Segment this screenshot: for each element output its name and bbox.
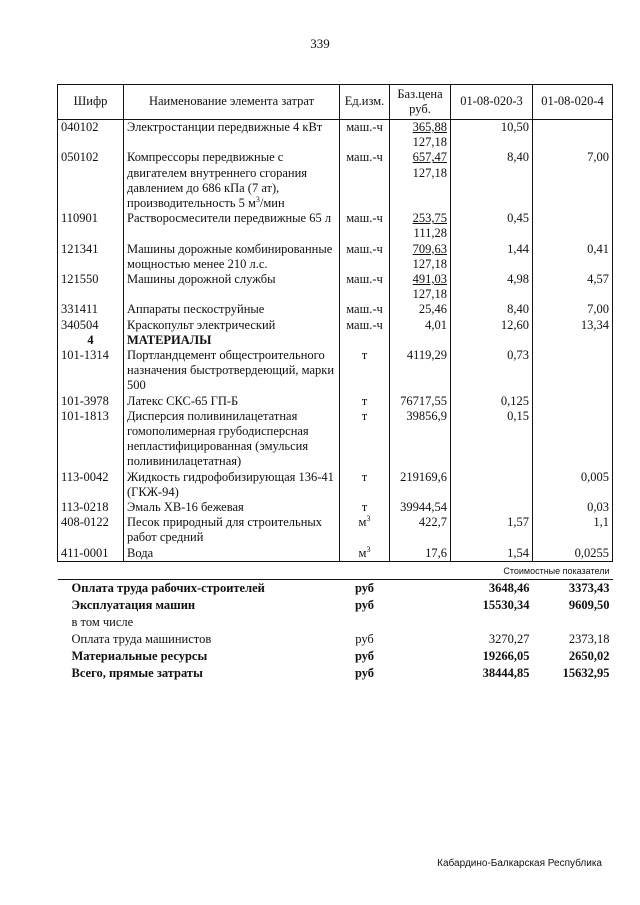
row-unit-text: т — [361, 348, 368, 363]
cost-table — [57, 84, 613, 682]
row-value-1 — [451, 470, 533, 500]
row-value-1: 0,45 — [451, 211, 533, 241]
items-body — [58, 120, 613, 562]
section-title: МАТЕРИАЛЫ — [124, 333, 340, 348]
row-value-2: 0,41 — [533, 242, 613, 272]
summary-empty — [390, 580, 451, 598]
row-value-1: 8,40 — [451, 150, 533, 211]
row-price — [390, 272, 451, 302]
row-price-top: 491,03 — [412, 272, 447, 287]
row-price: 39856,9 — [390, 409, 451, 470]
row-code: 411-0001 — [58, 546, 124, 562]
row-price — [390, 150, 451, 211]
row-price — [390, 242, 451, 272]
row-name: Портландцемент общестроительного назначения быстротвердеющий, марки 500 — [124, 348, 340, 394]
row-code: 408-0122 — [58, 515, 124, 545]
row-price: 4119,29 — [390, 348, 451, 394]
header-code: Шифр — [58, 85, 124, 120]
row-code: 110901 — [58, 211, 124, 241]
row-price-bottom: 127,18 — [412, 165, 447, 180]
summary-row — [58, 580, 613, 598]
summary-row — [58, 665, 613, 682]
row-code: 040102 — [58, 120, 124, 151]
table-row — [58, 394, 613, 409]
row-value-1 — [451, 500, 533, 515]
header-col-01-08-020-3: 01-08-020-3 — [451, 85, 533, 120]
summary-value-2: 9609,50 — [568, 598, 610, 613]
summary-value-1: 38444,85 — [482, 666, 530, 681]
row-code: 121550 — [58, 272, 124, 302]
row-price-top: 657,47 — [412, 150, 447, 165]
row-name-text: Растворосмесители передвижные 65 л — [127, 211, 332, 226]
row-code: 340504 — [58, 318, 124, 333]
row-unit: маш.-ч — [340, 302, 390, 317]
table-row — [58, 348, 613, 394]
table-row — [58, 409, 613, 470]
row-name — [124, 318, 340, 333]
footer-region: Кабардино-Балкарская Республика — [437, 858, 602, 869]
row-name-text: Машины дорожной службы — [127, 272, 276, 287]
header-row — [58, 85, 613, 120]
row-unit: маш.-ч — [340, 150, 390, 211]
row-unit — [340, 546, 390, 562]
summary-value-2: 3373,43 — [568, 581, 610, 596]
row-unit-text: т — [361, 500, 368, 515]
summary-value-1 — [451, 614, 533, 631]
row-price-top: 253,75 — [412, 211, 447, 226]
header-col-01-08-020-4: 01-08-020-4 — [533, 85, 613, 120]
row-value-2: 7,00 — [533, 150, 613, 211]
summary-empty — [390, 665, 451, 682]
row-name-sup: 3 — [255, 194, 260, 204]
row-price — [390, 318, 451, 333]
row-value-1: 1,54 — [451, 546, 533, 562]
row-unit: маш.-ч — [340, 242, 390, 272]
row-value-2: 1,1 — [533, 515, 613, 545]
row-name — [124, 150, 340, 211]
row-price: 17,6 — [390, 546, 451, 562]
summary-row — [58, 631, 613, 648]
page-number: 339 — [310, 36, 330, 51]
row-price-top: 709,63 — [412, 241, 447, 256]
row-unit — [340, 470, 390, 500]
row-price: 76717,55 — [390, 394, 451, 409]
summary-empty — [390, 597, 451, 614]
summary-row — [58, 614, 613, 631]
row-value-2: 13,34 — [533, 318, 613, 333]
row-price-bottom: 127,18 — [412, 135, 447, 150]
row-name: Дисперсия поливинилацетатная гомополимерная грубодисперсная непластифицированная (эмульсия поливинилацетатная) — [124, 409, 340, 470]
table-row — [58, 242, 613, 272]
row-name — [124, 302, 340, 317]
row-value-2 — [533, 120, 613, 151]
row-value-2 — [533, 211, 613, 241]
summary-name: Материальные ресурсы — [71, 649, 208, 664]
row-unit-text: т — [361, 469, 368, 484]
table-row — [58, 470, 613, 500]
row-value-2: 0,0255 — [533, 546, 613, 562]
row-price: 422,7 — [390, 515, 451, 545]
row-unit: маш.-ч — [340, 272, 390, 302]
row-price-value: 25,46 — [418, 302, 447, 317]
header-unit: Ед.изм. — [340, 85, 390, 120]
summary-name: Оплата труда машинистов — [71, 632, 212, 647]
table-row — [58, 302, 613, 317]
header-name: Наименование элемента затрат — [124, 85, 340, 120]
row-unit: маш.-ч — [340, 318, 390, 333]
table-row — [58, 150, 613, 211]
row-name: Вода — [124, 546, 340, 562]
row-unit-text: т — [361, 408, 368, 423]
summary-name: Оплата труда рабочих-строителей — [71, 581, 265, 596]
summary-unit — [340, 614, 390, 631]
section-empty-cell — [533, 333, 613, 348]
row-code: 101-1813 — [58, 409, 124, 470]
row-name — [124, 211, 340, 241]
summary-value-1: 19266,05 — [482, 649, 530, 664]
row-price-bottom: 111,28 — [413, 226, 447, 241]
row-value-1: 4,98 — [451, 272, 533, 302]
row-code: 113-0042 — [58, 470, 124, 500]
row-name-tail: /мин — [259, 196, 285, 211]
row-name: Жидкость гидрофобизирующая 136-41 (ГКЖ-94) — [124, 470, 340, 500]
row-name-text: Компрессоры передвижные с двигателем внутреннего сгорания давлением до 686 кПа (7 ат), производительность 5 м — [127, 150, 308, 211]
row-unit-sup: 3 — [366, 514, 371, 524]
row-value-1: 8,40 — [451, 302, 533, 317]
row-value-2 — [533, 409, 613, 470]
row-name: Песок природный для строительных работ средний — [124, 515, 340, 545]
summary-unit: руб — [354, 581, 375, 596]
row-unit-text: м — [358, 545, 367, 560]
table-row — [58, 120, 613, 151]
section-code: 4 — [58, 333, 124, 348]
row-value-1: 1,57 — [451, 515, 533, 545]
summary-value-2 — [533, 614, 613, 631]
row-value-1: 1,44 — [451, 242, 533, 272]
row-value-2: 4,57 — [533, 272, 613, 302]
row-unit-sup: 3 — [366, 544, 371, 554]
table-row — [58, 318, 613, 333]
row-price: 219169,6 — [390, 470, 451, 500]
row-value-1: 10,50 — [451, 120, 533, 151]
row-price-top: 365,88 — [412, 120, 447, 134]
row-unit-text: м — [358, 515, 367, 530]
summary-empty — [390, 648, 451, 665]
summary-value-1: 3648,46 — [488, 581, 530, 596]
row-unit — [340, 515, 390, 545]
row-value-1: 0,15 — [451, 409, 533, 470]
cost-indicators-caption: Стоимостные показатели — [58, 561, 613, 579]
row-value-2 — [533, 394, 613, 409]
summary-value-2: 2373,18 — [568, 632, 610, 647]
row-value-2: 7,00 — [533, 302, 613, 317]
table-row — [58, 500, 613, 515]
summary-row — [58, 597, 613, 614]
summary-name: Эксплуатация машин — [71, 598, 196, 613]
section-empty-cell — [390, 333, 451, 348]
table-row — [58, 546, 613, 562]
summary-name: в том числе — [71, 615, 134, 630]
row-name — [124, 272, 340, 302]
row-unit-text: т — [361, 393, 368, 408]
row-price-bottom: 127,18 — [412, 287, 447, 302]
row-code: 121341 — [58, 242, 124, 272]
table-row — [58, 272, 613, 302]
row-unit — [340, 409, 390, 470]
row-value-2 — [533, 348, 613, 394]
summary-body — [58, 580, 613, 683]
row-value-2: 0,005 — [533, 470, 613, 500]
row-price-value: 4,01 — [425, 317, 447, 332]
summary-value-1: 15530,34 — [482, 598, 530, 613]
section-empty-cell — [451, 333, 533, 348]
caption-row — [58, 561, 613, 579]
row-unit: маш.-ч — [340, 120, 390, 151]
table-row — [58, 515, 613, 545]
summary-unit: руб — [354, 649, 375, 664]
row-code: 101-1314 — [58, 348, 124, 394]
table-row — [58, 211, 613, 241]
header-price: Баз.цена руб. — [390, 85, 451, 120]
summary-row — [58, 648, 613, 665]
row-code: 050102 — [58, 150, 124, 211]
row-code: 101-3978 — [58, 394, 124, 409]
row-name-text: Машины дорожные комбинированные мощностью менее 210 л.с. — [127, 241, 333, 271]
row-name-text: Электростанции передвижные 4 кВт — [127, 120, 323, 134]
row-value-1: 12,60 — [451, 318, 533, 333]
row-unit — [340, 500, 390, 515]
row-price — [390, 302, 451, 317]
row-name: Латекс СКС-65 ГП-Б — [124, 394, 340, 409]
row-unit — [340, 394, 390, 409]
row-name-text: Аппараты пескоструйные — [127, 302, 265, 317]
row-name — [124, 120, 340, 151]
row-name: Эмаль ХВ-16 бежевая — [124, 500, 340, 515]
summary-unit: руб — [354, 598, 375, 613]
row-name — [124, 242, 340, 272]
summary-unit: руб — [355, 632, 374, 647]
row-value-2: 0,03 — [533, 500, 613, 515]
summary-value-2: 2650,02 — [568, 649, 610, 664]
summary-value-2: 15632,95 — [562, 666, 610, 681]
row-value-1: 0,73 — [451, 348, 533, 394]
row-value-1: 0,125 — [451, 394, 533, 409]
summary-empty — [390, 631, 451, 648]
row-code: 113-0218 — [58, 500, 124, 515]
section-row — [58, 333, 613, 348]
row-unit: маш.-ч — [340, 211, 390, 241]
row-price-bottom: 127,18 — [412, 256, 447, 271]
row-price — [390, 211, 451, 241]
row-code: 331411 — [58, 302, 124, 317]
summary-empty — [390, 614, 451, 631]
section-empty-cell — [340, 333, 390, 348]
summary-value-1: 3270,27 — [488, 632, 530, 647]
row-name-text: Краскопульт электрический — [127, 317, 276, 332]
summary-unit: руб — [354, 666, 375, 681]
row-unit — [340, 348, 390, 394]
row-price — [390, 120, 451, 151]
row-price: 39944,54 — [390, 500, 451, 515]
summary-name: Всего, прямые затраты — [71, 666, 203, 681]
